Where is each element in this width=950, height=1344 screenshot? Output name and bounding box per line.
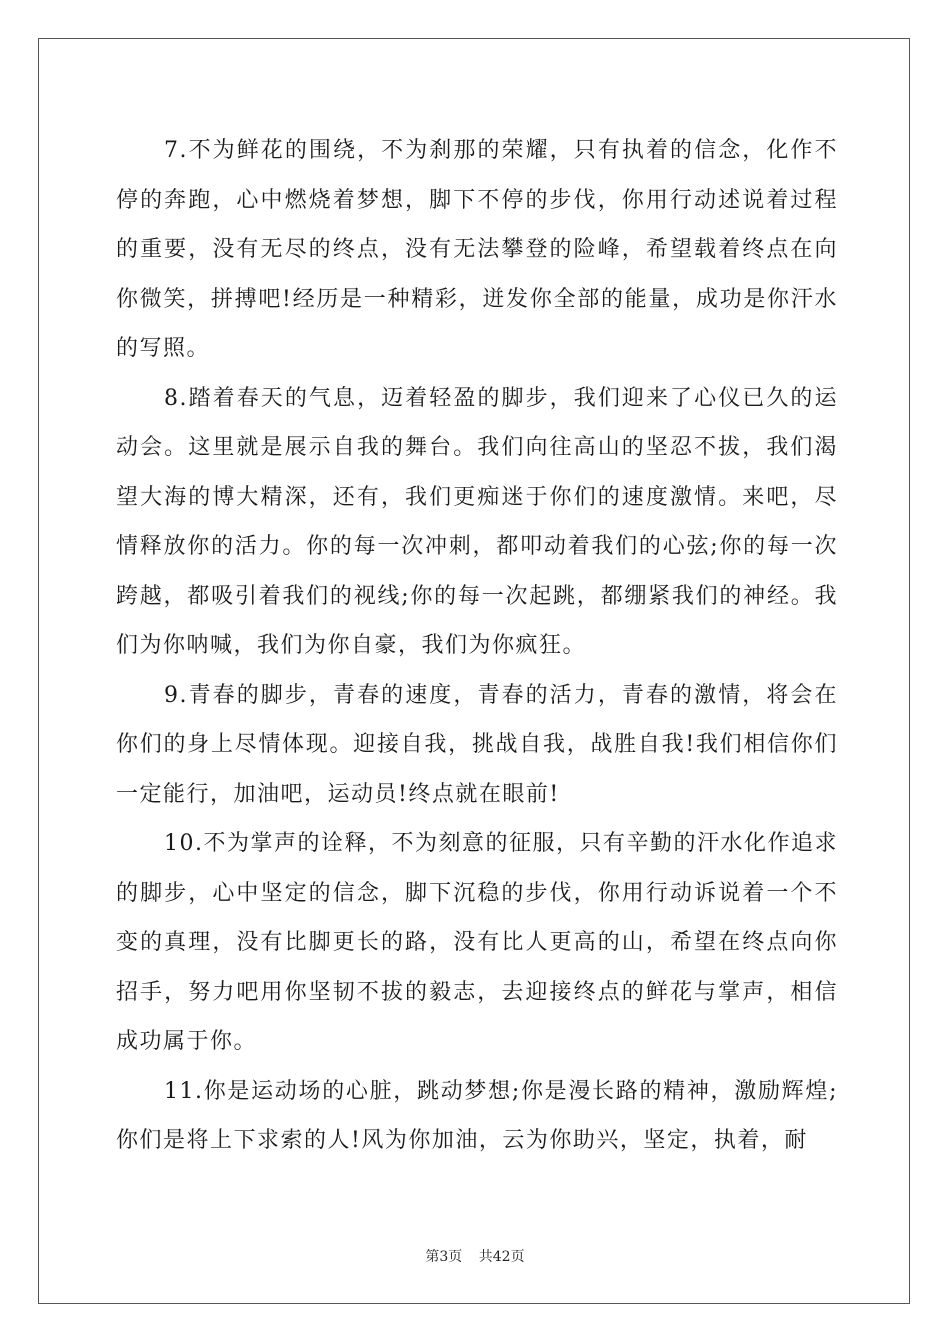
paragraph-10: 10.不为掌声的诠释，不为刻意的征服，只有辛勤的汗水化作追求的脚步，心中坚定的信念，脚下沉稳的步伐，你用行动诉说着一个不变的真理，没有比脚更长的路，没有比人更高的山，希望在终点向你招手，努力吧用你坚韧不拔的毅志，去迎接终点的鲜花与掌声，相信成功属于你。 (116, 831, 838, 1054)
page-number-total: 共42页 (478, 1249, 525, 1265)
page-number-current: 第3页 (425, 1249, 463, 1265)
paragraph-11: 11.你是运动场的心脏，跳动梦想;你是漫长路的精神，激励辉煌;你们是将上下求索的人!风为你加油，云为你助兴，坚定，执着，耐 (116, 1078, 838, 1153)
paragraph-9: 9.青春的脚步，青春的速度，青春的活力，青春的激情，将会在你们的身上尽情体现。迎接自我，挑战自我，战胜自我!我们相信你们一定能行，加油吧，运动员!终点就在眼前! (116, 682, 838, 807)
page-footer (0, 1246, 950, 1266)
document-body (116, 126, 838, 1166)
paragraph-7: 7.不为鲜花的围绕，不为刹那的荣耀，只有执着的信念，化作不停的奔跑，心中燃烧着梦想，脚下不停的步伐，你用行动述说着过程的重要，没有无尽的终点，没有无法攀登的险峰，希望载着终点在向你微笑，拼搏吧!经历是一种精彩，迸发你全部的能量，成功是你汗水的写照。 (116, 138, 838, 361)
paragraph-8: 8.踏着春天的气息，迈着轻盈的脚步，我们迎来了心仪已久的运动会。这里就是展示自我的舞台。我们向往高山的坚忍不拔，我们渴望大海的博大精深，还有，我们更痴迷于你们的速度激情。来吧，尽情释放你的活力。你的每一次冲刺，都叩动着我们的心弦;你的每一次跨越，都吸引着我们的视线;你的每一次起跳，都绷紧我们的神经。我们为你呐喊，我们为你自豪，我们为你疯狂。 (116, 385, 838, 658)
